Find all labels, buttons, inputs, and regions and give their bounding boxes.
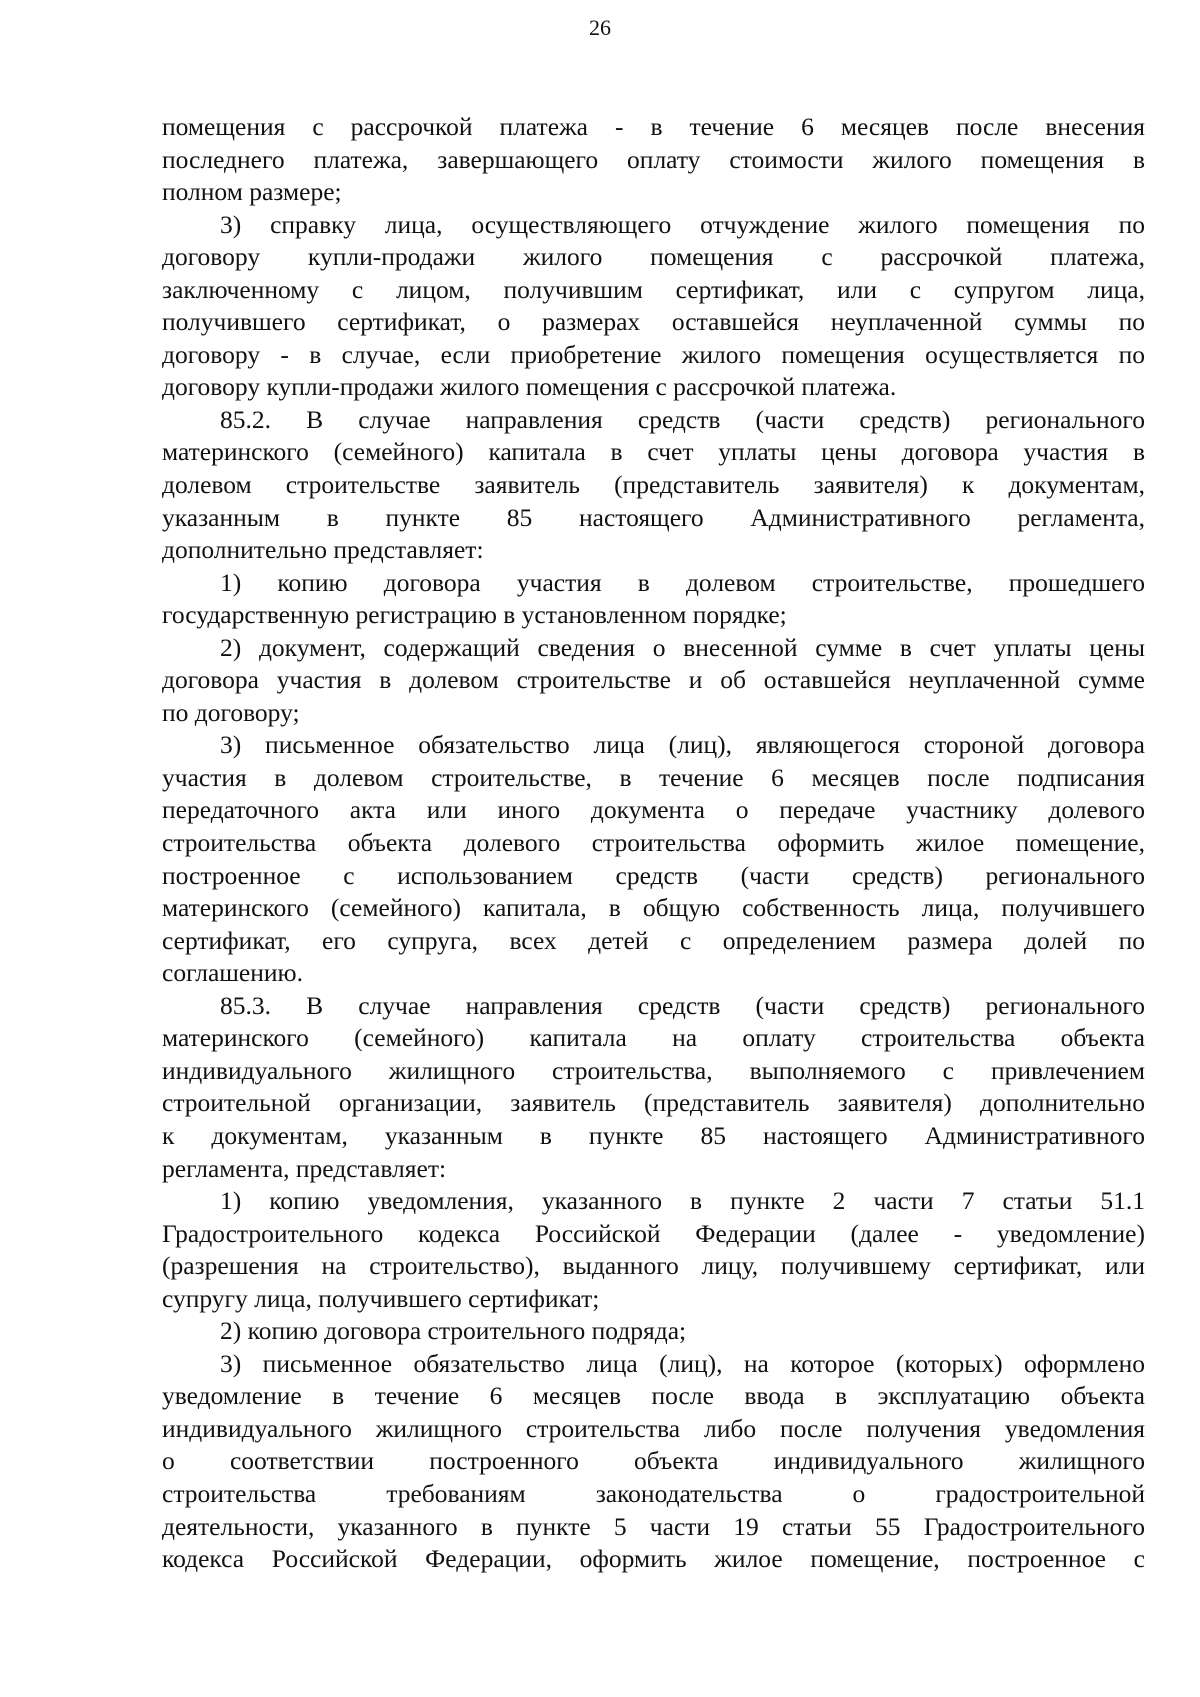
text-line: (разрешения на строительство), выданного лицу, получившему сертификат, или xyxy=(162,1251,1145,1281)
text-line: 3) справку лица, осуществляющего отчуждение жилого помещения по xyxy=(220,209,1145,239)
text-line: уведомление в течение 6 месяцев после ввода в эксплуатацию объекта xyxy=(162,1381,1145,1411)
text-line: 1) копию уведомления, указанного в пункте 2 части 7 статьи 51.1 xyxy=(220,1186,1145,1216)
text-line: о соответствии построенного объекта индивидуального жилищного xyxy=(162,1446,1145,1476)
text-line: соглашению. xyxy=(162,958,303,988)
text-line: строительства требованиям законодательства о градостроительной xyxy=(162,1478,1145,1508)
text-line: строительной организации, заявитель (представитель заявителя) дополнительно xyxy=(162,1088,1145,1118)
text-line: заключенному с лицом, получившим сертификат, или с супругом лица, xyxy=(162,274,1145,304)
text-line: договора участия в долевом строительстве и об оставшейся неуплаченной сумме xyxy=(162,665,1145,695)
text-line: материнского (семейного) капитала в счет уплаты цены договора участия в xyxy=(162,437,1145,467)
text-line: договору - в случае, если приобретение жилого помещения осуществляется по xyxy=(162,339,1145,369)
text-line: дополнительно представляет: xyxy=(162,535,484,565)
text-line: полном размере; xyxy=(162,177,342,207)
text-line: построенное с использованием средств (части средств) регионального xyxy=(162,860,1145,890)
text-line: договору купли-продажи жилого помещения с рассрочкой платежа, xyxy=(162,242,1145,272)
text-line: материнского (семейного) капитала на оплату строительства объекта xyxy=(162,1023,1145,1053)
text-line: государственную регистрацию в установленном порядке; xyxy=(162,600,787,630)
text-line: передаточного акта или иного документа о передаче участнику долевого xyxy=(162,795,1145,825)
text-line: регламента, представляет: xyxy=(162,1153,447,1183)
text-line: последнего платежа, завершающего оплату стоимости жилого помещения в xyxy=(162,144,1145,174)
document-body xyxy=(162,111,1145,1576)
text-line: получившего сертификат, о размерах оставшейся неуплаченной суммы по xyxy=(162,307,1145,337)
text-line: кодекса Российской Федерации, оформить жилое помещение, построенное с xyxy=(162,1544,1145,1574)
text-line: договору купли-продажи жилого помещения с рассрочкой платежа. xyxy=(162,372,897,402)
text-line: индивидуального жилищного строительства, выполняемого с привлечением xyxy=(162,1055,1145,1085)
text-line: Градостроительного кодекса Российской Федерации (далее - уведомление) xyxy=(162,1218,1145,1248)
text-line: деятельности, указанного в пункте 5 части 19 статьи 55 Градостроительного xyxy=(162,1511,1145,1541)
text-line: указанным в пункте 85 настоящего Административного регламента, xyxy=(162,502,1145,532)
text-line: 2) копию договора строительного подряда; xyxy=(220,1316,687,1346)
text-line: материнского (семейного) капитала, в общую собственность лица, получившего xyxy=(162,893,1145,923)
text-line: 85.2. В случае направления средств (части средств) регионального xyxy=(220,404,1145,434)
text-line: 3) письменное обязательство лица (лиц), на которое (которых) оформлено xyxy=(220,1348,1145,1378)
text-line: строительства объекта долевого строительства оформить жилое помещение, xyxy=(162,828,1145,858)
text-line: супругу лица, получившего сертификат; xyxy=(162,1283,600,1313)
text-line: к документам, указанным в пункте 85 настоящего Административного xyxy=(162,1120,1145,1150)
text-line: 2) документ, содержащий сведения о внесенной сумме в счет уплаты цены xyxy=(220,632,1145,662)
text-line: участия в долевом строительстве, в течение 6 месяцев после подписания xyxy=(162,762,1145,792)
text-line: 1) копию договора участия в долевом строительстве, прошедшего xyxy=(220,567,1145,597)
text-line: 3) письменное обязательство лица (лиц), являющегося стороной договора xyxy=(220,730,1145,760)
text-line: сертификат, его супруга, всех детей с определением размера долей по xyxy=(162,925,1145,955)
text-line: 85.3. В случае направления средств (части средств) регионального xyxy=(220,990,1145,1020)
text-line: по договору; xyxy=(162,697,300,727)
page-number: 26 xyxy=(589,15,611,40)
text-line: индивидуального жилищного строительства либо после получения уведомления xyxy=(162,1413,1145,1443)
text-line: долевом строительстве заявитель (представитель заявителя) к документам, xyxy=(162,470,1145,500)
text-line: помещения с рассрочкой платежа - в течение 6 месяцев после внесения xyxy=(162,112,1145,141)
